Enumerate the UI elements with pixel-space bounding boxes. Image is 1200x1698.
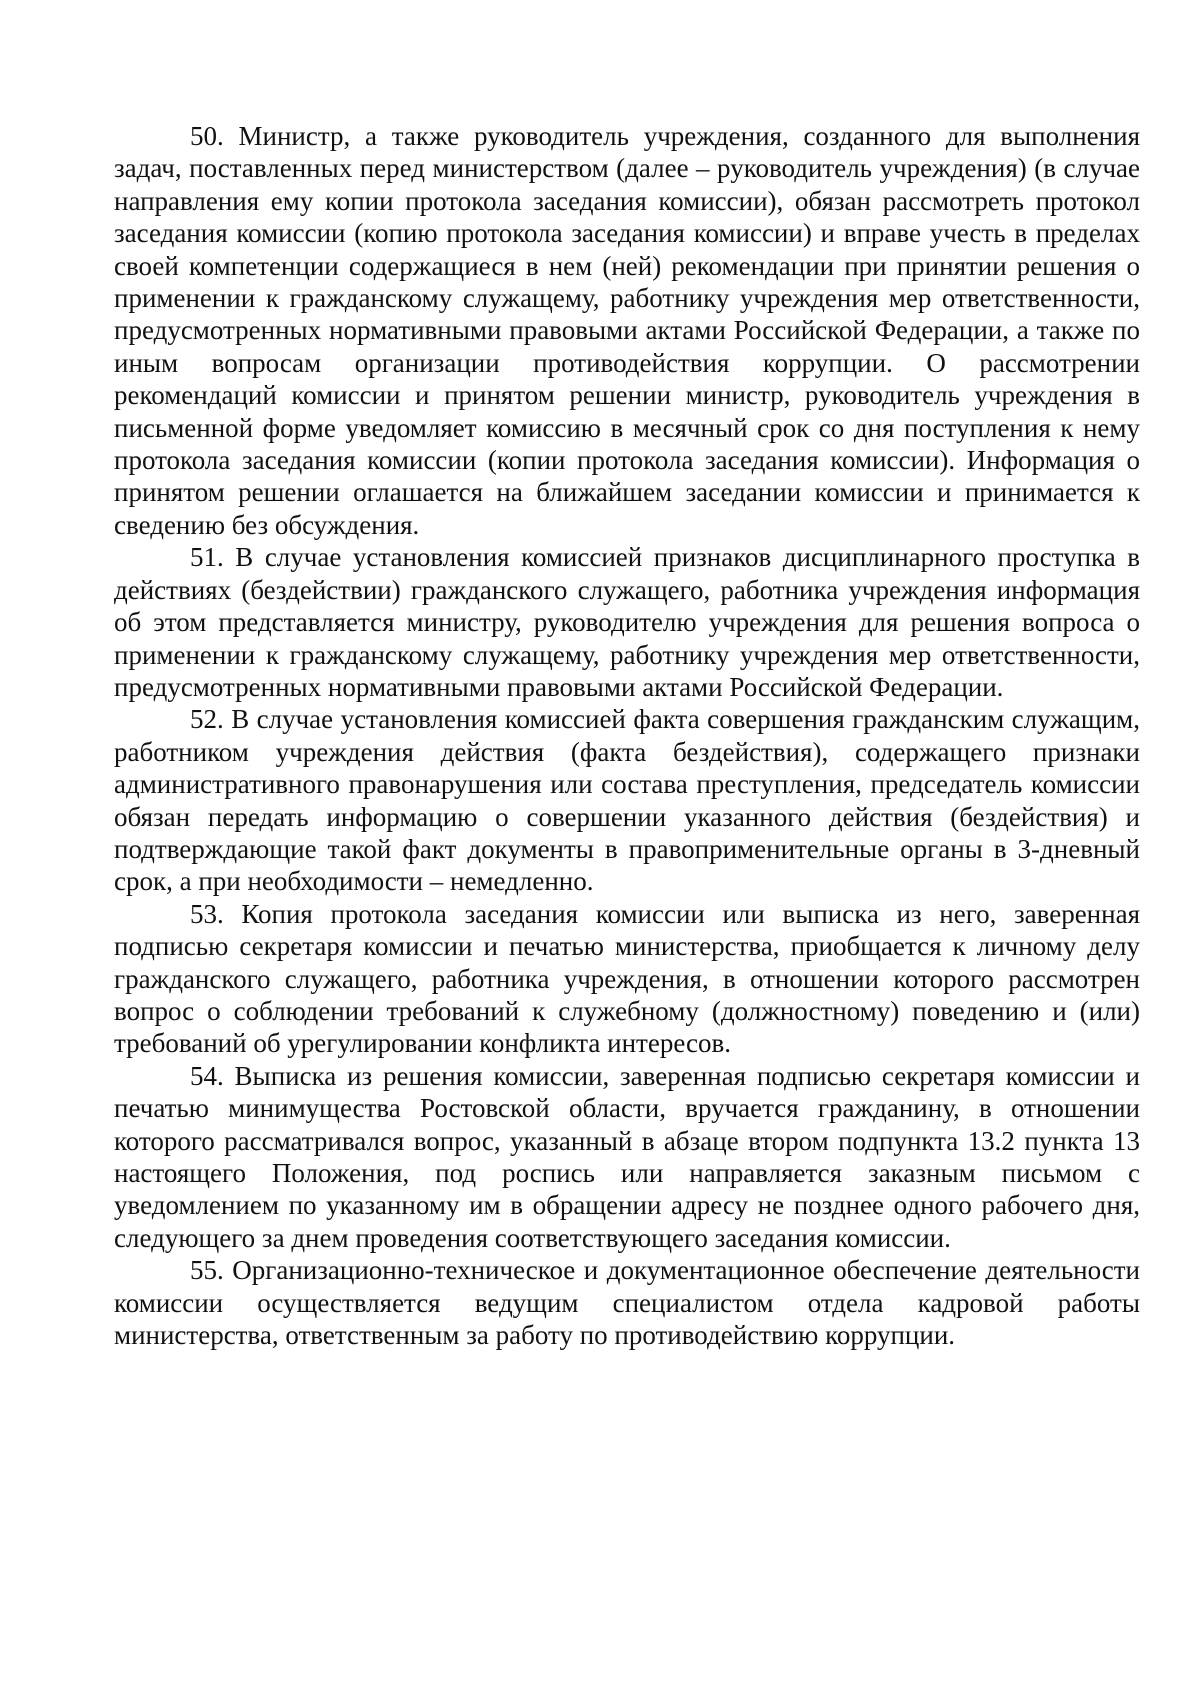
paragraph-53: 53. Копия протокола заседания комиссии или выписка из него, заверенная подписью секретаря комиссии и печатью министерства, приобщается к личному делу гражданского служащего, работника учреждения, в отношении которого рассмотрен вопрос о соблюдении требований к служебному (должностному) поведению и (или) требований об урегулировании конфликта интересов. <box>114 898 1140 1059</box>
paragraph-52: 52. В случае установления комиссией факта совершения гражданским служащим, работником учреждения действия (факта бездействия), содержащего признаки административного правонарушения или состава преступления, председатель комиссии обязан передать информацию о совершении указанного действия (бездействия) и подтверждающие такой факт документы в правоприменительные органы в 3-дневный срок, а при необходимости – немедленно. <box>114 704 1140 897</box>
paragraph-55: 55. Организационно-техническое и документационное обеспечение деятельности комиссии осуществляется ведущим специалистом отдела кадровой работы министерства, ответственным за работу по противодействию коррупции. <box>114 1255 1140 1351</box>
paragraph-50: 50. Министр, а также руководитель учреждения, созданного для выполнения задач, поставленных перед министерством (далее – руководитель учреждения) (в случае направления ему копии протокола заседания комиссии), обязан рассмотреть протокол заседания комиссии (копию протокола заседания комиссии) и вправе учесть в пределах своей компетенции содержащиеся в нем (ней) рекомендации при принятии решения о применении к гражданскому служащему, работнику учреждения мер ответственности, предусмотренных нормативными правовыми актами Российской Федерации, а также по иным вопросам организации противодействия коррупции. О рассмотрении рекомендаций комиссии и принятом решении министр, руководитель учреждения в письменной форме уведомляет комиссию в месячный срок со дня поступления к нему протокола заседания комиссии (копии протокола заседания комиссии). Информация о принятом решении оглашается на ближайшем заседании комиссии и принимается к сведению без обсуждения. <box>114 121 1140 540</box>
document-body <box>114 120 1140 1351</box>
paragraph-51: 51. В случае установления комиссией признаков дисциплинарного проступка в действиях (бездействии) гражданского служащего, работника учреждения информация об этом представляется министру, руководителю учреждения для решения вопроса о применении к гражданскому служащему, работнику учреждения мер ответственности, предусмотренных нормативными правовыми актами Российской Федерации. <box>114 542 1140 702</box>
paragraph-54: 54. Выписка из решения комиссии, заверенная подписью секретаря комиссии и печатью минимущества Ростовской области, вручается гражданину, в отношении которого рассматривался вопрос, указанный в абзаце втором подпункта 13.2 пункта 13 настоящего Положения, под роспись или направляется заказным письмом с уведомлением по указанному им в обращении адресу не позднее одного рабочего дня, следующего за днем проведения соответствующего заседания комиссии. <box>114 1060 1140 1253</box>
